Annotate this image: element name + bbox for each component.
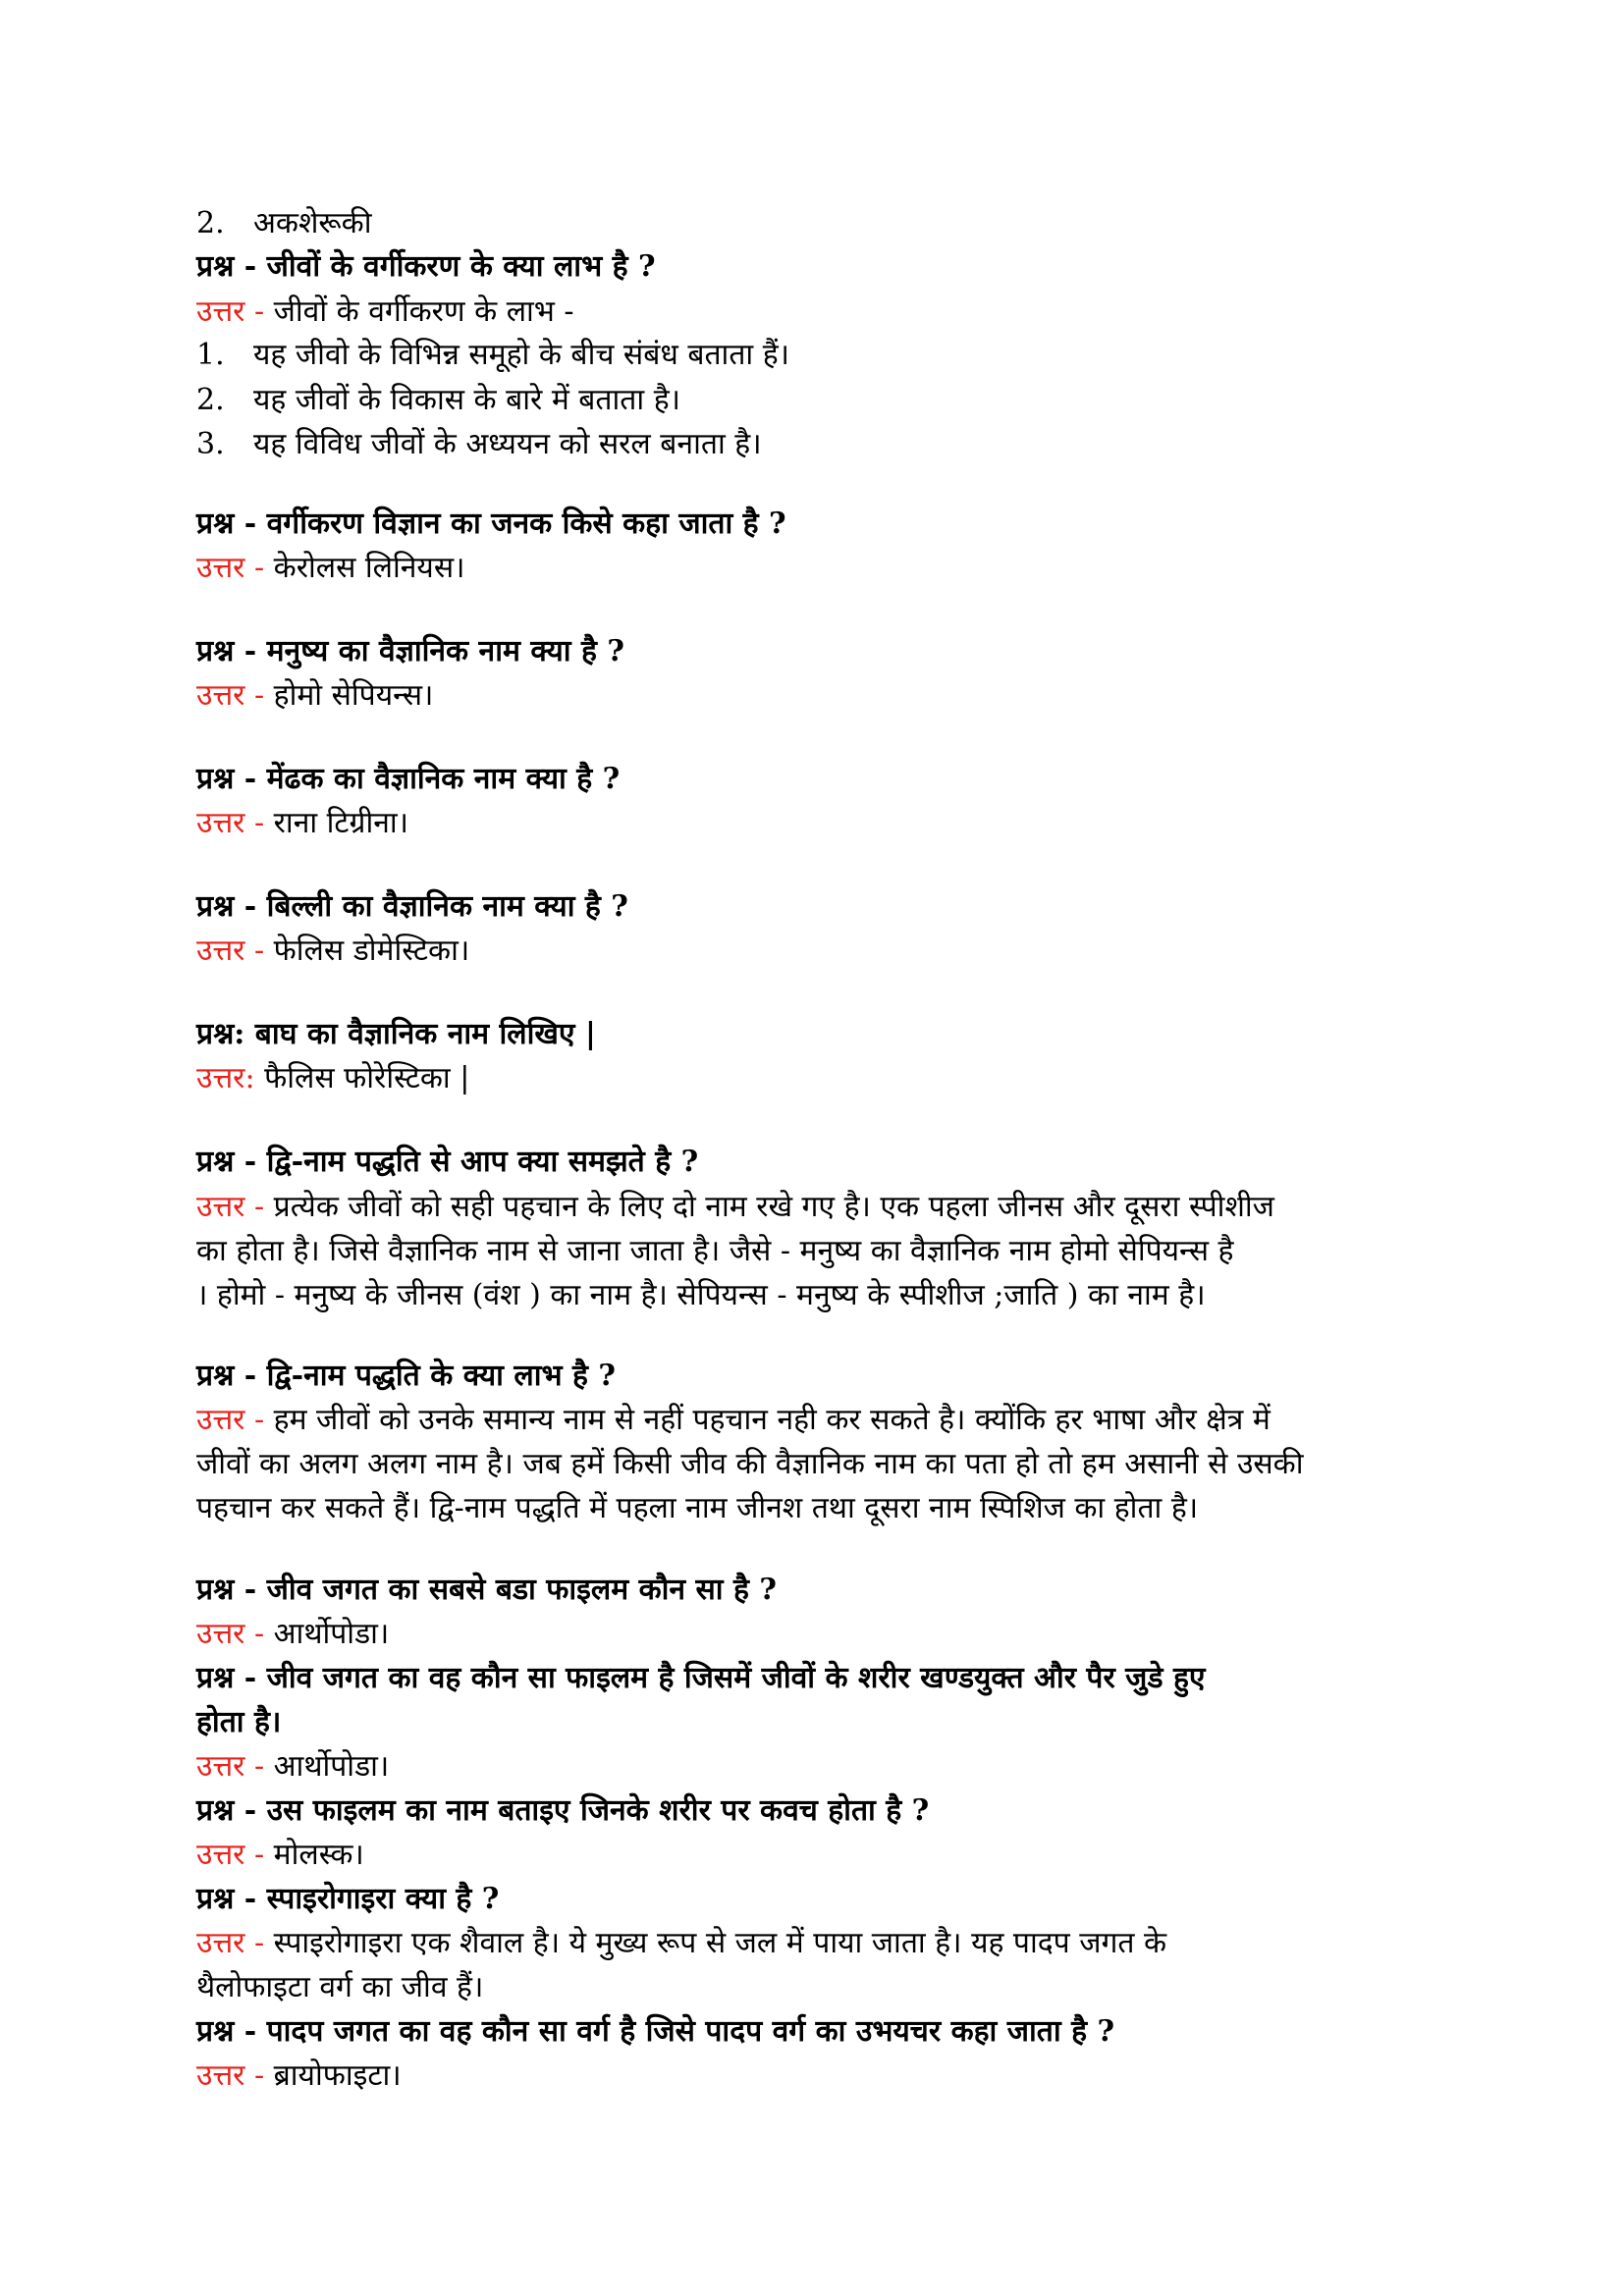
question: प्रश्न - मेंढक का वैज्ञानिक नाम क्या है ? [196,762,621,796]
answer-label: उत्तर - [196,1190,274,1224]
list-item: 2. अकशेरूकी [196,206,372,240]
answer-label: उत्तर - [196,806,274,840]
answer-label: उत्तर - [196,1403,274,1437]
list-item: 3. यह विविध जीवों के अध्ययन को सरल बनाता है। [196,427,762,461]
answer: उत्तर - आर्थोपोडा। [196,1617,390,1651]
answer-label: उत्तर - [196,1838,274,1872]
answer: उत्तर - मोलस्क। [196,1838,364,1872]
question: प्रश्न - उस फाइलम का नाम बताइए जिनके शरीर पर कवच होता है ? [196,1793,930,1828]
answer: उत्तर - केरोलस लिनियस। [196,551,465,585]
answer: उत्तर - प्रत्येक जीवों को सही पहचान के लिए दो नाम रखे गए है। एक पहला जीनस और दूसरा स्पीशीज [196,1190,1274,1224]
answer: उत्तर - आर्थोपोडा। [196,1749,390,1784]
question: प्रश्न - पादप जगत का वह कौन सा वर्ग है जिसे पादप वर्ग का उभयचर कहा जाता है ? [196,2014,1115,2049]
answer: उत्तर - होमो सेपियन्स। [196,678,434,713]
answer: उत्तर - हम जीवों को उनके समान्य नाम से नहीं पहचान नही कर सकते है। क्योंकि हर भाषा और क्षेत्र में [196,1403,1271,1437]
answer: उत्तर - ब्रायोफाइटा। [196,2058,402,2093]
answer: उत्तर - राना टिग्रीना। [196,806,409,840]
answer-label: उत्तर - [196,1749,274,1784]
answer-label: उत्तर - [196,1617,274,1651]
question: प्रश्न: बाघ का वैज्ञानिक नाम लिखिए | [196,1017,596,1051]
answer: उत्तर: फैलिस फोरेस्टिका | [196,1061,470,1095]
question-line: होता है। [196,1705,282,1739]
answer-label: उत्तर - [196,294,274,329]
question: प्रश्न - वर्गीकरण विज्ञान का जनक किसे कहा जाता है ? [196,507,786,541]
answer-line: जीवों का अलग अलग नाम है। जब हमें किसी जीव की वैज्ञानिक नाम का पता हो तो हम असानी से उसकी [196,1447,1304,1481]
answer-line: थैलोफाइटा वर्ग का जीव हैं। [196,1970,484,2004]
question: प्रश्न - जीवों के वर्गीकरण के क्या लाभ है ? [196,249,656,284]
question: प्रश्न - द्वि-नाम पद्धति के क्या लाभ है ? [196,1359,616,1393]
question: प्रश्न - स्पाइरोगाइरा क्या है ? [196,1882,500,1916]
answer-line: पहचान कर सकते हैं। द्वि-नाम पद्धति में पहला नाम जीनश तथा दूसरा नाम स्पिशिज का होता है। [196,1491,1199,1525]
question: प्रश्न - जीव जगत का वह कौन सा फाइलम है जिसमें जीवों के शरीर खण्डयुक्त और पैर जुडे हुए [196,1661,1206,1695]
list-item: 1. यह जीवो के विभिन्न समूहो के बीच संबंध बताता हैं। [196,338,790,372]
answer-label: उत्तर - [196,2058,274,2093]
answer: उत्तर - फेलिस डोमेस्टिका। [196,934,470,968]
answer-label: उत्तर - [196,678,274,713]
answer-line: । होमो - मनुष्य के जीनस (वंश ) का नाम है। सेपियन्स - मनुष्य के स्पीशीज ;जाति ) का नाम है। [196,1278,1206,1312]
answer-label: उत्तर - [196,551,274,585]
answer-label: उत्तर: [196,1061,265,1095]
question: प्रश्न - द्वि-नाम पद्धति से आप क्या समझते है ? [196,1145,699,1179]
question: प्रश्न - जीव जगत का सबसे बडा फाइलम कौन सा है ? [196,1573,777,1607]
list-item: 2. यह जीवों के विकास के बारे में बताता है। [196,383,680,417]
question: प्रश्न - मनुष्य का वैज्ञानिक नाम क्या है ? [196,634,624,668]
answer-label: उत्तर - [196,1926,274,1960]
answer: उत्तर - जीवों के वर्गीकरण के लाभ - [196,294,574,329]
question: प्रश्न - बिल्ली का वैज्ञानिक नाम क्या है ? [196,889,628,924]
answer-label: उत्तर - [196,934,274,968]
answer-line: का होता है। जिसे वैज्ञानिक नाम से जाना जाता है। जैसे - मनुष्य का वैज्ञानिक नाम होमो सेपियन्स है [196,1234,1234,1268]
answer: उत्तर - स्पाइरोगाइरा एक शैवाल है। ये मुख्य रूप से जल में पाया जाता है। यह पादप जगत के [196,1926,1167,1960]
